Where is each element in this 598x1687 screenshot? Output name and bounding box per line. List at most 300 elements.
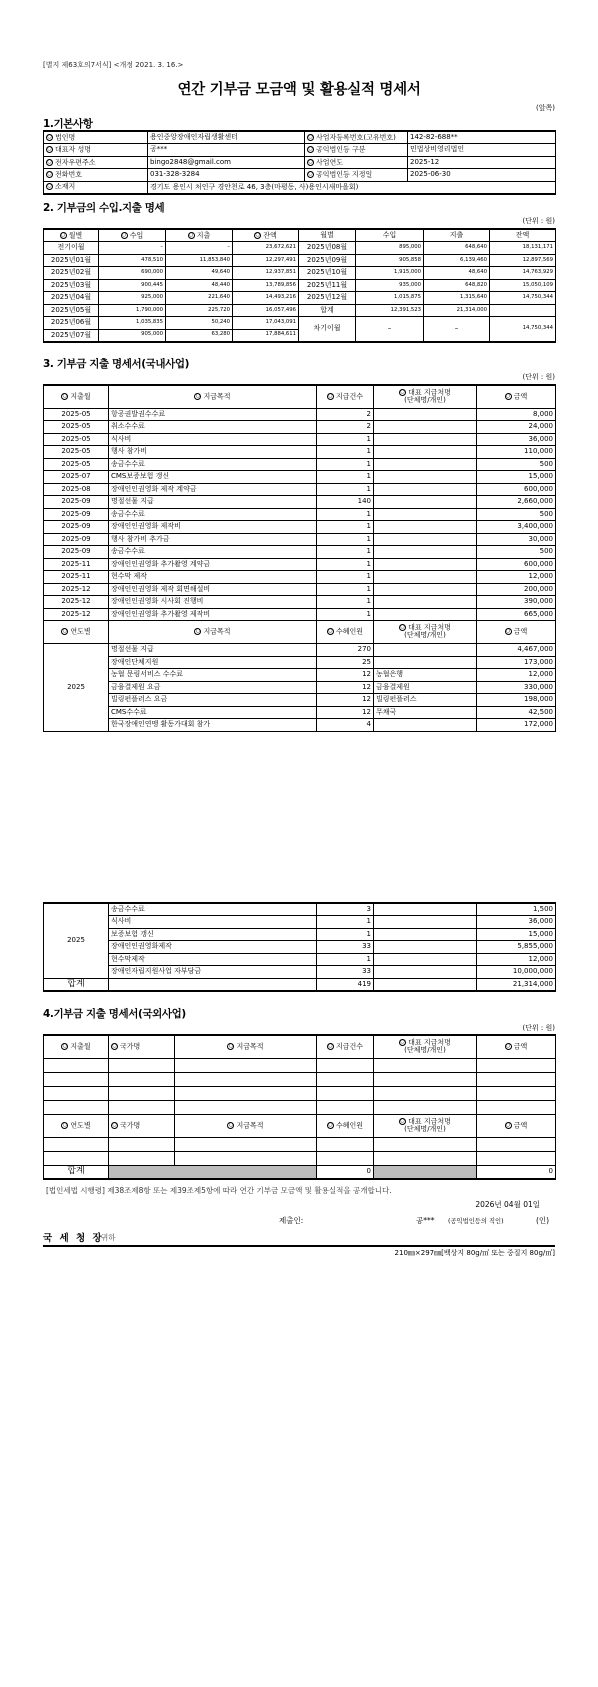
amount-cell: 12,391,523 [356,304,424,317]
header-label: 사업자등록번호(고유번호) [316,133,396,142]
column-header [374,1035,477,1058]
info-value: 142-82-688** [408,131,556,144]
submission-date: 2026년 04월 01일 [475,1200,540,1209]
circle-marker-icon: ○ [328,1043,333,1049]
purpose-cell: 송금수수료 [109,508,317,521]
amount-cell: 17,884,611 [233,329,299,342]
header-label: 지출월 [70,1042,91,1051]
section-3-title: 3. 기부금 지출 명세서(국내사업) [43,358,189,370]
circle-marker-icon: ○ [112,1121,117,1128]
circle-marker-icon: ○ [62,1043,68,1049]
table-row [44,521,556,534]
amount-cell: 13,789,856 [233,279,299,292]
payee-cell [374,471,477,484]
month-cell: 2025년01월 [44,254,99,267]
header-label: 금액 [513,392,528,401]
count-cell: 12 [317,681,374,694]
header-label: 금액 [513,1042,528,1051]
count-cell: 4 [317,719,374,732]
header-label: 대표자 성명 [55,145,92,154]
amount-cell: 12,000 [477,571,556,584]
total-amount: 21,314,000 [477,978,556,991]
amount-cell: 895,000 [356,242,424,255]
count-cell: 12 [317,694,374,707]
amount-cell: 16,057,496 [233,304,299,317]
carry-income: – [356,317,424,342]
amount-cell: 6,139,460 [424,254,490,267]
header-label: 수혜인원 [335,1121,364,1130]
info-row [44,131,556,144]
header-label: 연도별 [70,1121,91,1130]
circle-marker-icon: ○ [47,146,52,152]
month-cell: 2025-11 [44,558,109,571]
purpose-cell: 장애인인권영화 시사회 진행비 [109,596,317,609]
submitter-name: 공*** [416,1216,435,1225]
empty-cell [317,1151,374,1165]
month-cell: 2025년05월 [44,304,99,317]
header-label: 지급건수 [335,1042,364,1051]
payee-cell: 금융결제원 [374,681,477,694]
month-cell: 2025-05 [44,433,109,446]
circle-marker-icon: ○ [308,146,313,152]
table-row [44,903,556,916]
column-header [166,229,233,242]
empty-cell [109,978,317,991]
payee-cell [374,546,477,559]
page-title: 연간 기부금 모금액 및 활용실적 명세서 [177,82,421,98]
payee-cell [374,496,477,509]
count-cell: 33 [317,966,374,979]
month-cell: 2025-05 [44,421,109,434]
count-cell: 140 [317,496,374,509]
purpose-cell: 식사비 [109,433,317,446]
amount-cell: 330,000 [477,681,556,694]
count-cell: 1 [317,953,374,966]
seal-mark: (인) [536,1216,550,1225]
table-row [44,928,556,941]
empty-cell [477,1086,556,1100]
carry-balance: 14,750,344 [490,317,556,342]
submitter-label: 제출인: [279,1216,304,1225]
amount-cell [490,304,556,317]
count-cell: 1 [317,483,374,496]
header-label: 수입 [129,231,144,240]
amount-cell: 905,000 [99,329,166,342]
amount-cell: 42,500 [477,706,556,719]
month-cell: 2025-05 [44,458,109,471]
empty-cell [477,1151,556,1165]
header-label: 법인명 [55,133,76,142]
amount-cell: 1,915,000 [356,267,424,280]
amount-cell: 14,750,344 [490,292,556,305]
amount-cell: 24,000 [477,421,556,434]
payee-cell: 농협은행 [374,669,477,682]
amount-cell: – [166,242,233,255]
column-header [477,621,556,644]
circle-marker-icon: ○ [62,628,68,635]
purpose-cell: 명절선물 지급 [109,644,317,657]
amount-cell: 648,820 [424,279,490,292]
empty-cell [317,1072,374,1086]
year-cell: 2025 [44,644,109,732]
column-header [233,229,299,242]
circle-marker-icon: ○ [47,171,52,177]
column-header [109,385,317,408]
circle-marker-icon: ○ [228,1121,234,1128]
purpose-cell: 장애인인권영화 추가촬영 제작비 [109,608,317,621]
header-label: 공익법인등 지정일 [316,170,373,179]
table-row [44,446,556,459]
month-cell: 2025-12 [44,608,109,621]
month-cell: 2025년03월 [44,279,99,292]
seal-role-label: (공익법인등의 직인) [448,1218,504,1225]
purpose-cell: CMS보증보험 갱신 [109,471,317,484]
amount-cell: 48,640 [424,267,490,280]
table-header-row [44,229,556,242]
column-header [44,385,109,408]
circle-marker-icon: ○ [195,628,201,635]
header-label: 대표 지급처명 [408,623,451,632]
count-cell: 1 [317,608,374,621]
header-label: 금액 [513,1121,528,1130]
month-cell: 2025년09월 [299,254,356,267]
column-header [317,621,374,644]
circle-marker-icon: ○ [112,1043,117,1049]
amount-cell: 478,510 [99,254,166,267]
info-value: bingo2848@gmail.com [148,156,305,169]
empty-row [44,1137,556,1151]
payee-cell [374,583,477,596]
total-label: 합계 [44,978,109,991]
table-row [44,966,556,979]
header-label: 지출 [196,231,211,240]
info-row [44,156,556,169]
month-cell: 합계 [299,304,356,317]
shaded-cell [109,1165,317,1179]
empty-cell [109,1058,175,1072]
payee-cell [374,644,477,657]
month-cell: 2025년10월 [299,267,356,280]
purpose-cell: 장애인자립지원사업 자부담금 [109,966,317,979]
amount-cell: 172,000 [477,719,556,732]
purpose-cell: 명절선물 지급 [109,496,317,509]
empty-cell [44,1151,109,1165]
table-row [44,421,556,434]
table-row [44,644,556,657]
count-cell: 1 [317,916,374,929]
table-row [44,317,556,330]
column-header [109,1035,175,1058]
circle-marker-icon: ○ [400,1039,405,1046]
amount-cell: 200,000 [477,583,556,596]
unit-label: (단위 : 원) [522,373,555,381]
empty-row [44,1100,556,1114]
amount-cell: – [99,242,166,255]
amount-cell: 500 [477,508,556,521]
header-label: 대표 지급처명 [408,388,451,397]
amount-cell: 1,500 [477,903,556,916]
circle-marker-icon: ○ [328,393,333,399]
purpose-cell: 장애인인권영화 제작비 [109,521,317,534]
empty-cell [317,1086,374,1100]
month-cell: 2025-09 [44,496,109,509]
month-cell: 2025-12 [44,596,109,609]
circle-marker-icon: ○ [47,183,52,190]
table-row [44,458,556,471]
column-header [317,385,374,408]
purpose-cell: 현수막제작 [109,953,317,966]
amount-cell: 23,672,621 [233,242,299,255]
month-cell: 2025-07 [44,471,109,484]
amount-cell: 15,000 [477,928,556,941]
total-count: 0 [317,1165,374,1179]
table-row [44,408,556,421]
amount-cell: 1,035,835 [99,317,166,330]
month-cell: 2025-05 [44,446,109,459]
table-row [44,242,556,255]
purpose-cell: 송금수수료 [109,903,317,916]
count-cell: 1 [317,533,374,546]
table-row [44,608,556,621]
amount-cell: 390,000 [477,596,556,609]
empty-cell [175,1151,317,1165]
purpose-cell: 장애인단체지원 [109,656,317,669]
info-label [44,144,148,157]
section-4-title: 4.기부금 지출 명세서(국외사업) [43,1008,186,1020]
domestic-expense-table-continued [43,902,556,992]
month-cell: 2025년08월 [299,242,356,255]
column-header [175,1035,317,1058]
amount-cell: 21,314,000 [424,304,490,317]
empty-row [44,1058,556,1072]
empty-cell [175,1137,317,1151]
table-row [44,471,556,484]
empty-cell [374,1137,477,1151]
purpose-cell: 송금수수료 [109,546,317,559]
amount-cell: 8,000 [477,408,556,421]
empty-cell [175,1086,317,1100]
header-label: 국가명 [120,1042,141,1051]
header-label: 대표 지급처명 [408,1117,451,1126]
purpose-cell: 송금수수료 [109,458,317,471]
column-header [109,1114,175,1137]
payee-cell [374,608,477,621]
overseas-expense-table [43,1034,556,1180]
amount-cell: 648,640 [424,242,490,255]
month-cell: 2025년04월 [44,292,99,305]
circle-marker-icon: ○ [328,628,333,635]
empty-cell [374,1151,477,1165]
table-header-row [44,621,556,644]
circle-marker-icon: ○ [308,158,313,165]
table-row [44,546,556,559]
info-row [44,169,556,182]
info-value: 2025-06-30 [408,169,556,182]
legal-notice: [법인세법 시행령] 제38조제8항 또는 제39조제5항에 따라 연간 기부금 모금액 및 활용실적을 공개합니다. [46,1186,392,1195]
amount-cell: 3,400,000 [477,521,556,534]
amount-cell: 15,000 [477,471,556,484]
circle-marker-icon: ○ [506,1043,511,1049]
circle-marker-icon: ○ [122,231,127,238]
column-header [477,385,556,408]
year-cell: 2025 [44,903,109,978]
table-row [44,681,556,694]
amount-cell: 11,853,840 [166,254,233,267]
amount-cell: 12,297,491 [233,254,299,267]
table-row [44,916,556,929]
header-label: 지급목적 [203,627,231,636]
payee-cell [374,903,477,916]
payee-cell [374,941,477,954]
table-row [44,571,556,584]
basic-info-table [43,130,556,195]
table-row [44,279,556,292]
month-cell: 2025년11월 [299,279,356,292]
payee-cell [374,508,477,521]
count-cell: 1 [317,928,374,941]
month-cell: 2025-09 [44,533,109,546]
unit-label: (단위 : 원) [522,1024,555,1032]
table-header-row [44,1035,556,1058]
month-cell: 2025-12 [44,583,109,596]
purpose-cell: 장애인인권영화 제작 회면해설비 [109,583,317,596]
table-row [44,483,556,496]
empty-cell [374,978,477,991]
header-label: 금액 [513,627,528,636]
payee-cell [374,596,477,609]
empty-cell [317,1100,374,1114]
column-header: 잔액 [490,229,556,242]
column-header [175,1114,317,1137]
amount-cell: 925,000 [99,292,166,305]
column-header [44,229,99,242]
domestic-expense-table [43,384,556,732]
header-label: 국가명 [120,1121,141,1130]
amount-cell: 1,315,640 [424,292,490,305]
table-row [44,694,556,707]
circle-marker-icon: ○ [506,1121,511,1128]
section-1-title: 1.기본사항 [43,118,93,130]
payee-cell [374,446,477,459]
empty-cell [374,1100,477,1114]
empty-cell [477,1058,556,1072]
count-cell: 270 [317,644,374,657]
circle-marker-icon: ○ [62,1121,68,1128]
amount-cell: 500 [477,546,556,559]
column-header: 지출 [424,229,490,242]
amount-cell: 63,280 [166,329,233,342]
info-label [305,169,408,182]
header-label: 전화번호 [55,170,83,179]
month-cell: 전기이월 [44,242,99,255]
amount-cell: 221,640 [166,292,233,305]
count-cell: 1 [317,596,374,609]
amount-cell: 17,043,091 [233,317,299,330]
empty-row [44,1072,556,1086]
header-label: 연도별 [70,627,91,636]
count-cell: 1 [317,433,374,446]
total-row [44,1165,556,1179]
recipient-honorific: 귀하 [101,1233,116,1242]
payee-cell [374,966,477,979]
info-label [305,131,408,144]
info-label [44,169,148,182]
column-header [317,1114,374,1137]
header-label: 지급목적 [236,1042,264,1051]
amount-cell: 665,000 [477,608,556,621]
empty-cell [374,1072,477,1086]
empty-cell [477,1100,556,1114]
count-cell: 2 [317,421,374,434]
table-row [44,953,556,966]
empty-cell [317,1137,374,1151]
count-cell: 1 [317,521,374,534]
payee-cell [374,928,477,941]
header-sublabel: (단체명/개인) [404,1124,446,1133]
purpose-cell: CMS수수료 [109,706,317,719]
count-cell: 1 [317,546,374,559]
section-2-title: 2. 기부금의 수입.지출 명세 [43,202,165,214]
empty-cell [44,1086,109,1100]
page-side-label: (앞쪽) [536,104,555,112]
empty-cell [109,1086,175,1100]
info-row [44,144,556,157]
circle-marker-icon: ○ [308,171,313,177]
circle-marker-icon: ○ [308,133,313,140]
payee-cell [374,521,477,534]
amount-cell: 1,015,875 [356,292,424,305]
empty-cell [44,1100,109,1114]
payee-cell [374,558,477,571]
payee-cell [374,571,477,584]
amount-cell: 10,000,000 [477,966,556,979]
amount-cell: 12,937,851 [233,267,299,280]
total-count: 419 [317,978,374,991]
count-cell: 1 [317,458,374,471]
month-cell: 2025년02월 [44,267,99,280]
payee-cell: 무채국 [374,706,477,719]
carry-label: 차기이월 [299,317,356,342]
empty-cell [109,1137,175,1151]
carry-expense: – [424,317,490,342]
circle-marker-icon: ○ [47,133,52,140]
amount-cell: 15,050,109 [490,279,556,292]
info-label [44,131,148,144]
empty-cell [44,1072,109,1086]
column-header [99,229,166,242]
empty-cell [477,1137,556,1151]
circle-marker-icon: ○ [400,1117,405,1124]
info-row [44,181,556,194]
purpose-cell: 항공권발권수수료 [109,408,317,421]
circle-marker-icon: ○ [400,389,405,396]
purpose-cell: 행사 참가비 [109,446,317,459]
amount-cell: 30,000 [477,533,556,546]
amount-cell: 12,000 [477,669,556,682]
table-header-row [44,1114,556,1137]
payee-cell [374,916,477,929]
purpose-cell: 농협 문림서비스 수수료 [109,669,317,682]
circle-marker-icon: ○ [255,231,260,238]
amount-cell: 690,000 [99,267,166,280]
count-cell: 2 [317,408,374,421]
paper-spec: 210㎜×297㎜[백상지 80g/㎡ 또는 중질지 80g/㎡] [394,1249,555,1257]
payee-cell [374,433,477,446]
header-label: 지급목적 [236,1121,264,1130]
empty-cell [317,1058,374,1072]
count-cell: 1 [317,583,374,596]
empty-cell [175,1100,317,1114]
